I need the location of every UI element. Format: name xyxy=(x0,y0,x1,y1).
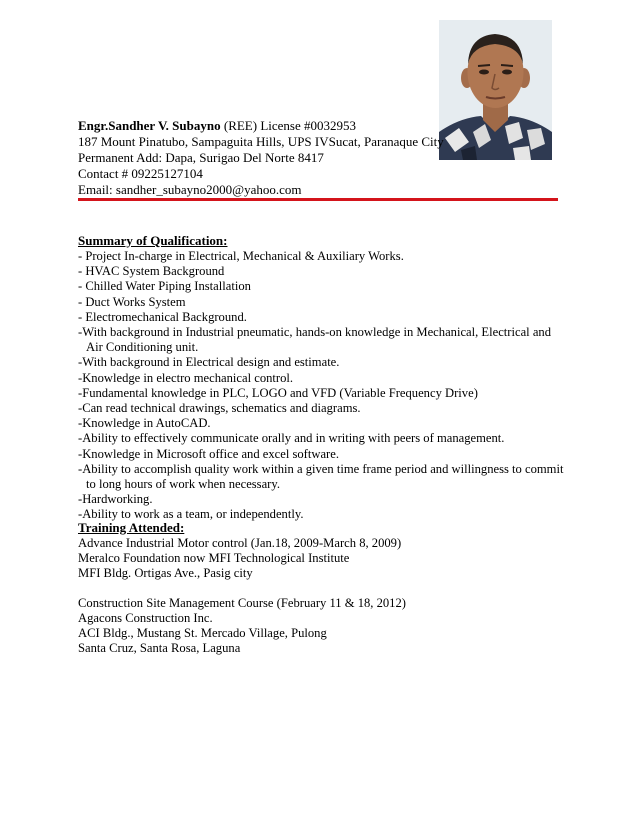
summary-item-text: - Chilled Water Piping Installation xyxy=(78,279,251,294)
training-entry xyxy=(78,536,568,582)
summary-heading: Summary of Qualification: xyxy=(78,233,228,248)
summary-item-text: -With background in Electrical design and estimate. xyxy=(78,355,340,370)
entry-spacer xyxy=(78,582,568,596)
license-number: (REE) License #0032953 xyxy=(220,118,356,133)
email-address: Email: sandher_subayno2000@yahoo.com xyxy=(78,182,302,197)
summary-item xyxy=(78,325,568,355)
summary-item-text: -Knowledge in electro mechanical control. xyxy=(78,370,294,385)
summary-item-text: - Duct Works System xyxy=(78,294,186,309)
summary-item-text: -Fundamental knowledge in PLC, LOGO and VFD (Variable Frequency Drive) xyxy=(78,385,478,400)
summary-item-text: -Knowledge in AutoCAD. xyxy=(78,416,211,431)
summary-section xyxy=(78,233,568,523)
summary-item xyxy=(78,249,568,264)
summary-item-text: -Hardworking. xyxy=(78,492,153,507)
training-entry xyxy=(78,596,568,657)
summary-item xyxy=(78,492,568,507)
training-line: Agacons Construction Inc. xyxy=(78,610,213,625)
summary-item xyxy=(78,416,568,431)
summary-item-text: -Knowledge in Microsoft office and excel software. xyxy=(78,446,339,461)
summary-item-text: -Ability to effectively communicate orally and in writing with peers of management. xyxy=(78,431,505,446)
current-address: 187 Mount Pinatubo, Sampaguita Hills, UPS IVSucat, Paranaque City xyxy=(78,134,444,149)
training-line: MFI Bldg. Ortigas Ave., Pasig city xyxy=(78,566,253,581)
training-line: Construction Site Management Course (February 11 & 18, 2012) xyxy=(78,595,406,610)
summary-item-text: -Ability to accomplish quality work within a given time frame period and willingness to commit xyxy=(78,461,564,476)
training-line: ACI Bldg., Mustang St. Mercado Village, Pulong xyxy=(78,626,327,641)
summary-item-text: -With background in Industrial pneumatic, hands-on knowledge in Mechanical, Electrical and xyxy=(78,325,552,340)
training-section xyxy=(78,520,568,656)
contact-header xyxy=(78,118,558,198)
training-line: Meralco Foundation now MFI Technological Institute xyxy=(78,551,350,566)
summary-item xyxy=(78,295,568,310)
permanent-address: Permanent Add: Dapa, Surigao Del Norte 8417 xyxy=(78,150,324,165)
summary-item-text: - Project In-charge in Electrical, Mechanical & Auxiliary Works. xyxy=(78,249,404,263)
summary-item xyxy=(78,279,568,294)
summary-item-text: -Ability to work as a team, or independently. xyxy=(78,507,304,522)
training-line: Santa Cruz, Santa Rosa, Laguna xyxy=(78,641,241,656)
summary-item xyxy=(78,310,568,325)
summary-item xyxy=(78,355,568,370)
applicant-name: Engr.Sandher V. Subayno xyxy=(78,118,221,133)
summary-item-text: - HVAC System Background xyxy=(78,264,225,279)
summary-item-continuation: Air Conditioning unit. xyxy=(86,340,199,355)
summary-item xyxy=(78,386,568,401)
summary-item xyxy=(78,371,568,386)
summary-item-text: - Electromechanical Background. xyxy=(78,309,247,324)
training-line: Advance Industrial Motor control (Jan.18, 2009-March 8, 2009) xyxy=(78,536,402,550)
summary-item xyxy=(78,462,568,492)
training-heading: Training Attended: xyxy=(78,520,185,535)
name-line xyxy=(78,118,558,134)
summary-item-text: -Can read technical drawings, schematics and diagrams. xyxy=(78,401,361,416)
summary-item xyxy=(78,447,568,462)
summary-item-continuation: to long hours of work when necessary. xyxy=(86,477,280,492)
summary-list xyxy=(78,249,568,523)
header-divider xyxy=(78,198,558,201)
summary-item xyxy=(78,264,568,279)
summary-item xyxy=(78,401,568,416)
contact-number: Contact # 09225127104 xyxy=(78,166,203,181)
summary-item xyxy=(78,431,568,446)
training-list xyxy=(78,536,568,656)
